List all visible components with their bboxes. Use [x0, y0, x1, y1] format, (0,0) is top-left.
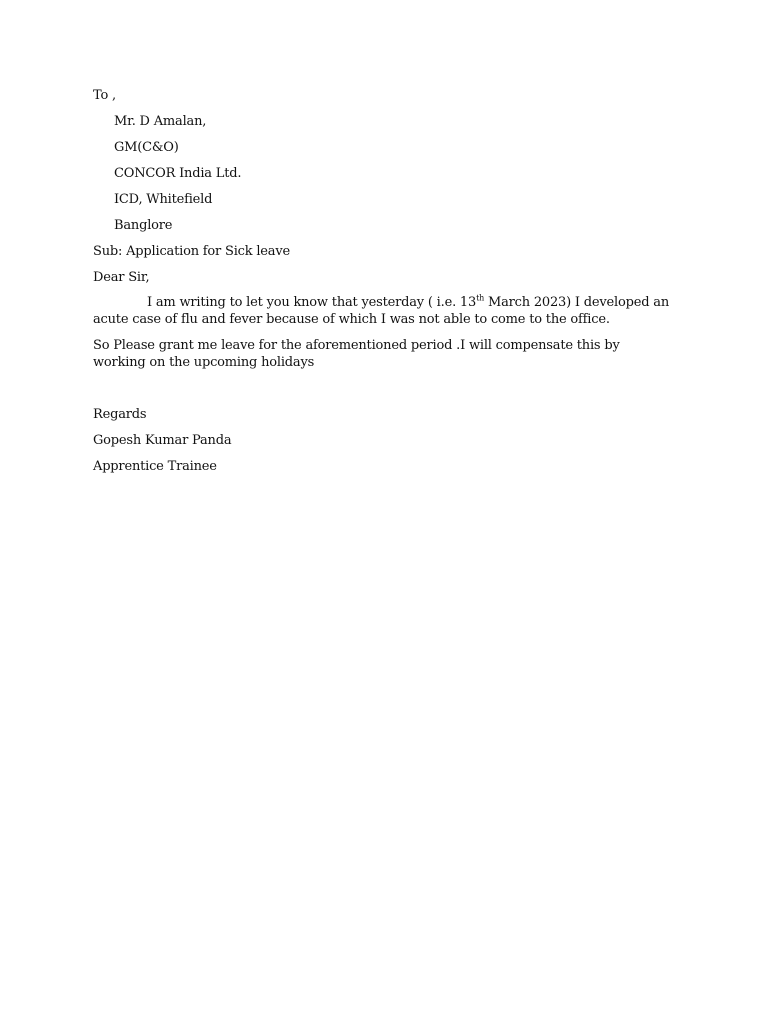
recipient-company: CONCOR India Ltd. [114, 166, 242, 181]
recipient-name: Mr. D Amalan, [114, 114, 207, 129]
body-paragraph-1-start: I am writing to let you know that yesterday ( i.e. 13 [147, 295, 477, 310]
recipient-title: GM(C&O) [114, 140, 179, 155]
to-line: To , [93, 88, 116, 103]
sender-name: Gopesh Kumar Panda [93, 433, 232, 448]
body-paragraph-1 [93, 294, 673, 328]
ordinal-suffix: th [476, 293, 485, 303]
recipient-location: ICD, Whitefield [114, 192, 213, 207]
body-paragraph-1-end: March 2023) I developed an acute case of flu and fever because of which I was not able to come to the office. [93, 295, 670, 327]
body-paragraph-2: So Please grant me leave for the aforementioned period .I will compensate this by working on the upcoming holidays [93, 338, 620, 370]
salutation: Dear Sir, [93, 270, 150, 285]
subject-line: Sub: Application for Sick leave [93, 244, 290, 259]
closing: Regards [93, 407, 147, 422]
sender-designation: Apprentice Trainee [93, 459, 217, 474]
recipient-city: Banglore [114, 218, 173, 233]
